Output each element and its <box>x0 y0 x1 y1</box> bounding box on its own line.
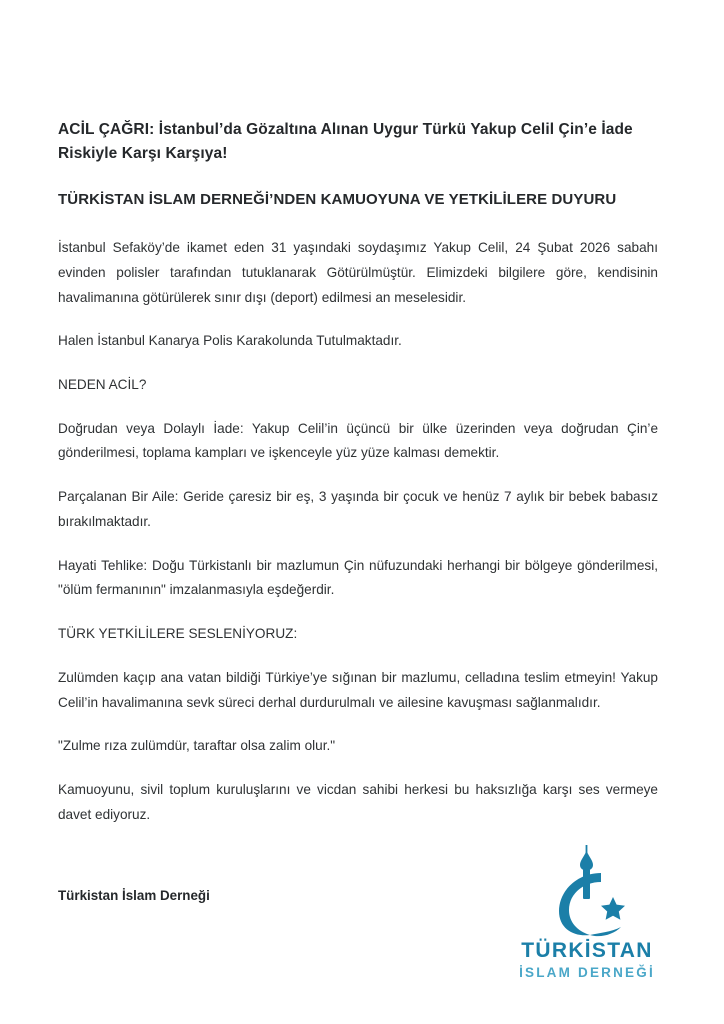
signature: Türkistan İslam Derneği <box>58 887 210 903</box>
section-heading-appeal: TÜRK YETKİLİLERE SESLENİYORUZ: <box>58 626 298 642</box>
logo-title: TÜRKİSTAN <box>521 938 653 962</box>
document-body <box>58 118 658 903</box>
paragraph-intro: İstanbul Sefaköy’de ikamet eden 31 yaşındaki soydaşımız Yakup Celil, 24 Şubat 2026 sabahı evinden polisler tarafından tutuklanarak Götürülmüştür. Elimizdeki bilgilere göre, kendisinin havalimanına götürülerek sınır dışı (deport) edilmesi an meselesidir. <box>58 240 658 305</box>
paragraph-life-danger: Hayati Tehlike: Doğu Türkistanlı bir mazlumun Çin nüfuzundaki herhangi bir bölgeye gönderilmesi, "ölüm fermanının" imzalanmasıyla eşdeğerdir. <box>58 557 658 598</box>
paragraph-deportation-risk: Doğrudan veya Dolaylı İade: Yakup Celil’in üçüncü bir ülke üzerinden veya doğrudan Çin’e gönderilmesi, toplama kampları ve işkenceyle yüz yüze kalması demektir. <box>58 420 658 461</box>
paragraph-quote: "Zulme rıza zulümdür, taraftar olsa zalim olur." <box>58 738 336 754</box>
paragraph-appeal: Zulümden kaçıp ana vatan bildiği Türkiye’ye sığınan bir mazlumu, celladına teslim etmeyin! Yakup Celil’in havalimanına sevk süreci derhal durdurulmalı ve ailesine kavuşması sağlanmalıdır. <box>58 669 658 710</box>
paragraph-family: Parçalanan Bir Aile: Geride çaresiz bir eş, 3 yaşında bir çocuk ve henüz 7 aylık bir bebek babasız bırakılmaktadır. <box>58 489 658 529</box>
document-subheading: TÜRKİSTAN İSLAM DERNEĞİ’NDEN KAMUOYUNA VE YETKİLİLERE DUYURU <box>58 191 617 209</box>
section-heading-why-urgent: NEDEN ACİL? <box>58 376 147 392</box>
mosque-crescent-icon <box>494 845 680 937</box>
paragraph-custody: Halen İstanbul Kanarya Polis Karakolunda Tutulmaktadır. <box>58 333 402 349</box>
logo-subtitle: İSLAM DERNEĞİ <box>519 965 655 980</box>
paragraph-call-to-public: Kamuoyunu, sivil toplum kuruluşlarını ve vicdan sahibi herkesi bu haksızlığa karşı ses vermeye davet ediyoruz. <box>58 782 658 822</box>
page-title: ACİL ÇAĞRI: İstanbul’da Gözaltına Alınan Uygur Türkü Yakup Celil Çin’e İade Riskiyle Karşı Karşıya! <box>58 121 633 163</box>
organization-logo <box>494 845 680 980</box>
